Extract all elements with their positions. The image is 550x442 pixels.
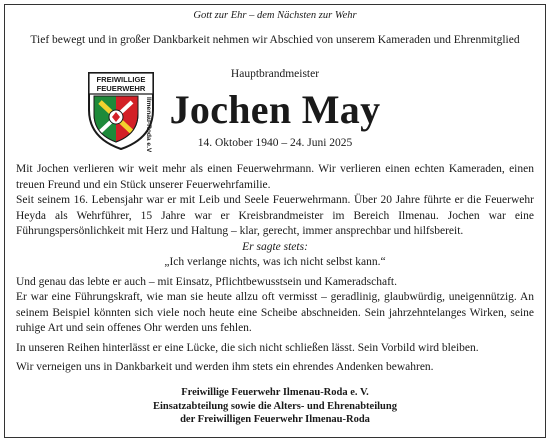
paragraph-4: Er war eine Führungskraft, wie man sie heute allzu oft vermisst – geradlinig, glaubwürdig, uneigennützig. An seinem Beispiel könnten sich viele noch heute eine Scheibe abschneiden. Sein jahrzehntelanges Wirken, seine ruhige Art und sein offenes Ohr werden uns fehlen. bbox=[16, 291, 534, 334]
rank-title: Hauptbrandmeister bbox=[230, 68, 320, 80]
fire-brigade-emblem-icon bbox=[86, 70, 156, 152]
obituary-body bbox=[16, 162, 534, 376]
signature-block bbox=[0, 386, 550, 427]
paragraph-1: Mit Jochen verlieren wir weit mehr als einen Feuerwehrmann. Wir verlieren einen echten Kameraden, einen treuen Freund und ein Stück unserer Feuerwehrfamilie. bbox=[16, 163, 534, 191]
emblem-side-text: Ilmenau-Roda e.V. bbox=[145, 97, 152, 152]
deceased-name: Jochen May bbox=[169, 87, 381, 132]
paragraph-3: Und genau das lebte er auch – mit Einsatz, Pflichtbewusstsein und Kameradschaft. bbox=[16, 275, 397, 288]
paragraph-6: Wir verneigen uns in Dankbarkeit und werden ihm stets ein ehrendes Andenken bewahren. bbox=[16, 361, 434, 373]
signature-line-3: der Freiwilligen Feuerwehr Ilmenau-Roda bbox=[180, 414, 370, 425]
paragraph-2: Seit seinem 16. Lebensjahr war er mit Leib und Seele Feuerwehrmann. Über 20 Jahre führte er die Feuerwehr Heyda als Wehrführer, 15 Jahre war er Kreisbrandmeister im Bereich Ilmenau. Jochen war eine Führungspersönlichkeit mit Herz und Haltung – klar, gerecht, immer ansprechbar und hilfsbereit. bbox=[16, 194, 534, 237]
intro-text: Tief bewegt und in großer Dankbarkeit nehmen wir Abschied von unserem Kameraden und Ehrenmitglied bbox=[30, 34, 520, 46]
motto: Gott zur Ehr – dem Nächsten zur Wehr bbox=[193, 10, 357, 21]
quote: „Ich verlange nichts, was ich nicht selbst kann.“ bbox=[164, 256, 386, 268]
emblem-second-text: FEUERWEHR bbox=[96, 84, 146, 93]
quote-intro: Er sagte stets: bbox=[242, 240, 308, 253]
signature-line-1: Freiwillige Feuerwehr Ilmenau-Roda e. V. bbox=[181, 387, 369, 398]
emblem-top-text: FREIWILLIGE bbox=[96, 75, 146, 84]
paragraph-5: In unseren Reihen hinterlässt er eine Lücke, die sich nicht schließen lässt. Sein Vorbild wird bleiben. bbox=[16, 341, 479, 354]
life-dates: 14. Oktober 1940 – 24. Juni 2025 bbox=[197, 137, 353, 149]
signature-line-2: Einsatzabteilung sowie die Alters- und Ehrenabteilung bbox=[153, 400, 397, 412]
